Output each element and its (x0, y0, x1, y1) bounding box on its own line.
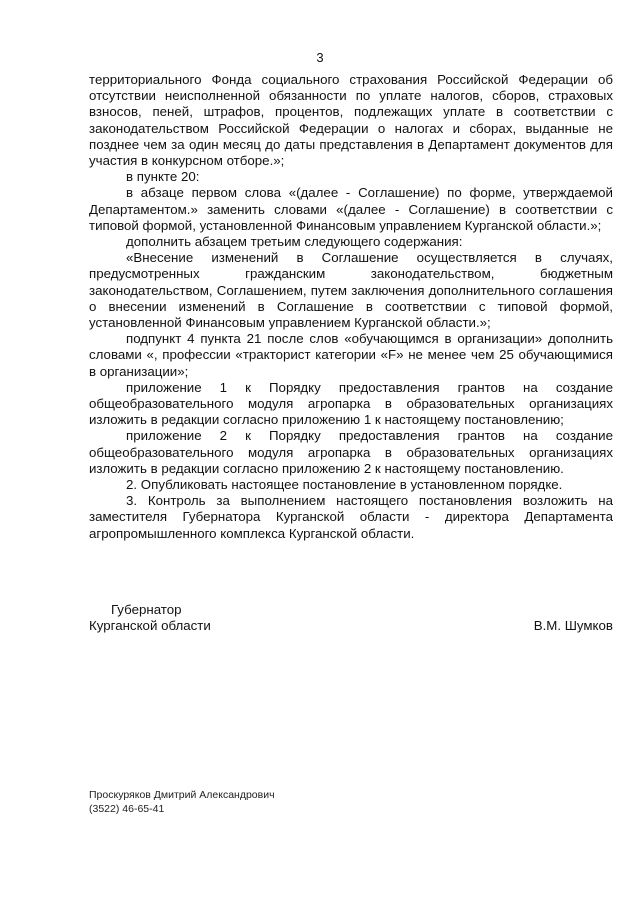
paragraph-add-third: дополнить абзацем третьим следующего содержания: (126, 234, 463, 250)
paragraph-control: 3. Контроль за выполнением настоящего постановления возложить на заместителя Губернатора Курганской области - директора Департамента агропромышленного комплекса Курганской области. (89, 493, 613, 541)
signature-name: В.М. Шумков (533, 618, 613, 634)
executor-footer (89, 789, 275, 816)
paragraph-first-abzac: в абзаце первом слова «(далее - Соглашение) по форме, утверждаемой Департаментом.» заменить словами «(далее - Соглашение) в соответствии с типовой формой, установленной Финансовым управлением Курганской области.»; (89, 185, 613, 233)
paragraph-quote: «Внесение изменений в Соглашение осуществляется в случаях, предусмотренных гражданским законодательством, бюджетным законодательством, Соглашением, путем заключения дополнительного соглашения о внесении изменений в Соглашение в соответствии с типовой формой, установленной Финансовым управлением Курганской области.»; (89, 250, 613, 331)
signature-block (89, 602, 613, 634)
paragraph-appendix-2: приложение 2 к Порядку предоставления грантов на создание общеобразовательного модуля агропарка в образовательных организациях изложить в редакции согласно приложению 2 к настоящему постановлению. (89, 428, 613, 476)
executor-name: Проскуряков Дмитрий Александрович (89, 789, 275, 801)
paragraph-point-20: в пункте 20: (126, 169, 200, 185)
paragraph-appendix-1: приложение 1 к Порядку предоставления грантов на создание общеобразовательного модуля агропарка в образовательных организациях изложить в редакции согласно приложению 1 к настоящему постановлению; (89, 379, 613, 428)
paragraph-point-21: подпункт 4 пункта 21 после слов «обучающимся в организации» дополнить словами «, профессии «тракторист категории «F» не менее чем 25 обучающимися в организации»; (89, 331, 613, 379)
signature-region: Курганской области (89, 618, 211, 634)
page-number: 3 (316, 50, 324, 65)
paragraph-publish: 2. Опубликовать настоящее постановление в установленном порядке. (126, 477, 563, 493)
executor-phone: (3522) 46-65-41 (89, 802, 165, 815)
paragraph-continuation: территориального Фонда социального страхования Российской Федерации об отсутствии неисполненной обязанности по уплате налогов, сборов, страховых взносов, пеней, штрафов, процентов, подлежащих уплате в соответствии с законодательством Российской Федерации о налогах и сборах, выданные не позднее чем за один месяц до даты представления в Департамент документов для участия в конкурсном отборе.»; (89, 72, 613, 169)
signature-title: Губернатор (111, 602, 182, 617)
document-body (89, 72, 613, 542)
